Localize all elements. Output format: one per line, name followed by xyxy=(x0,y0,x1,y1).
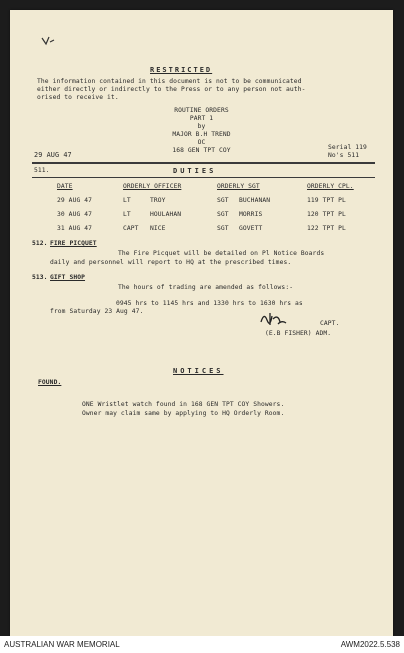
archive-name: AUSTRALIAN WAR MEMORIAL xyxy=(4,640,120,649)
warning-line-2: either directly or indirectly to the Press or to any person not auth- xyxy=(37,86,306,93)
duties-heading: DUTIES xyxy=(173,167,217,175)
gift-shop-number: 513. xyxy=(32,274,48,281)
row-2-cpl: 120 TPT PL xyxy=(307,211,346,218)
fire-picquet-line-2: daily and personnel will report to HQ at the prescribed times. xyxy=(50,259,292,266)
row-3-officer: NICE xyxy=(150,225,166,232)
row-1-sgt: BUCHANAN xyxy=(239,197,271,204)
row-2-sgt: MORRIS xyxy=(239,211,263,218)
unit-name: 168 GEN TPT COY xyxy=(172,147,231,154)
gift-shop-line-2: 0945 hrs to 1145 hrs and 1330 hrs to 1630 hrs as xyxy=(116,300,303,307)
header-rule xyxy=(32,162,375,164)
row-2-officer: HOULAHAN xyxy=(150,211,182,218)
signature-name: (E.B FISHER) ADM. xyxy=(265,330,332,337)
signature-rank: CAPT. xyxy=(320,320,340,327)
orders-oc: OC xyxy=(197,139,206,146)
found-line-2: Owner may claim same by applying to HQ Orderly Room. xyxy=(82,410,285,417)
warning-line-3: orised to receive it. xyxy=(37,94,119,101)
orders-part: PART 1 xyxy=(189,115,214,122)
row-3-date: 31 AUG 47 xyxy=(57,225,93,232)
found-label: FOUND. xyxy=(38,379,62,386)
archive-reference: AWM2022.5.538 xyxy=(340,640,400,649)
classification: RESTRICTED xyxy=(150,66,213,74)
row-2-date: 30 AUG 47 xyxy=(57,211,93,218)
signature-icon xyxy=(258,310,288,328)
found-line-1: ONE Wristlet watch found in 168 GEN TPT COY Showers. xyxy=(82,401,285,408)
row-3-rank: CAPT xyxy=(123,225,139,232)
fire-picquet-line-1: The Fire Picquet will be detailed on Pl Notice Boards xyxy=(118,250,325,257)
row-3-sgt-rank: SGT xyxy=(217,225,229,232)
orders-by: by xyxy=(197,123,206,130)
row-1-rank: LT xyxy=(123,197,131,204)
orders-title: ROUTINE ORDERS xyxy=(174,107,229,114)
col-orderly-sgt: ORDERLY SGT xyxy=(217,183,260,190)
order-numbers: No's 511 xyxy=(328,152,360,159)
fire-picquet-number: 512. xyxy=(32,240,48,247)
gift-shop-heading: GIFT SHOP xyxy=(50,274,86,281)
archive-footer xyxy=(0,636,404,653)
gift-shop-line-3: from Saturday 23 Aug 47. xyxy=(50,308,144,315)
fire-picquet-heading: FIRE PICQUET xyxy=(50,240,97,247)
document-page xyxy=(10,10,393,636)
col-orderly-cpl: ORDERLY CPL. xyxy=(307,183,354,190)
row-1-sgt-rank: SGT xyxy=(217,197,229,204)
duties-rule xyxy=(32,177,375,178)
row-1-date: 29 AUG 47 xyxy=(57,197,93,204)
notices-heading: NOTICES xyxy=(173,367,224,375)
serial-number: Serial 119 xyxy=(328,144,367,151)
gift-shop-line-1: The hours of trading are amended as follows:- xyxy=(118,284,294,291)
row-1-cpl: 119 TPT PL xyxy=(307,197,346,204)
col-orderly-officer: ORDERLY OFFICER xyxy=(123,183,182,190)
row-2-sgt-rank: SGT xyxy=(217,211,229,218)
duties-number: 511. xyxy=(34,167,50,174)
warning-line-1: The information contained in this document is not to be communicated xyxy=(37,78,302,85)
orders-commander: MAJOR B.H TREND xyxy=(172,131,231,138)
handwritten-mark-icon xyxy=(40,34,56,48)
col-date: DATE xyxy=(57,183,73,190)
order-date: 29 AUG 47 xyxy=(34,151,72,159)
row-3-sgt: GOVETT xyxy=(239,225,263,232)
row-3-cpl: 122 TPT PL xyxy=(307,225,346,232)
row-2-rank: LT xyxy=(123,211,131,218)
row-1-officer: TROY xyxy=(150,197,166,204)
